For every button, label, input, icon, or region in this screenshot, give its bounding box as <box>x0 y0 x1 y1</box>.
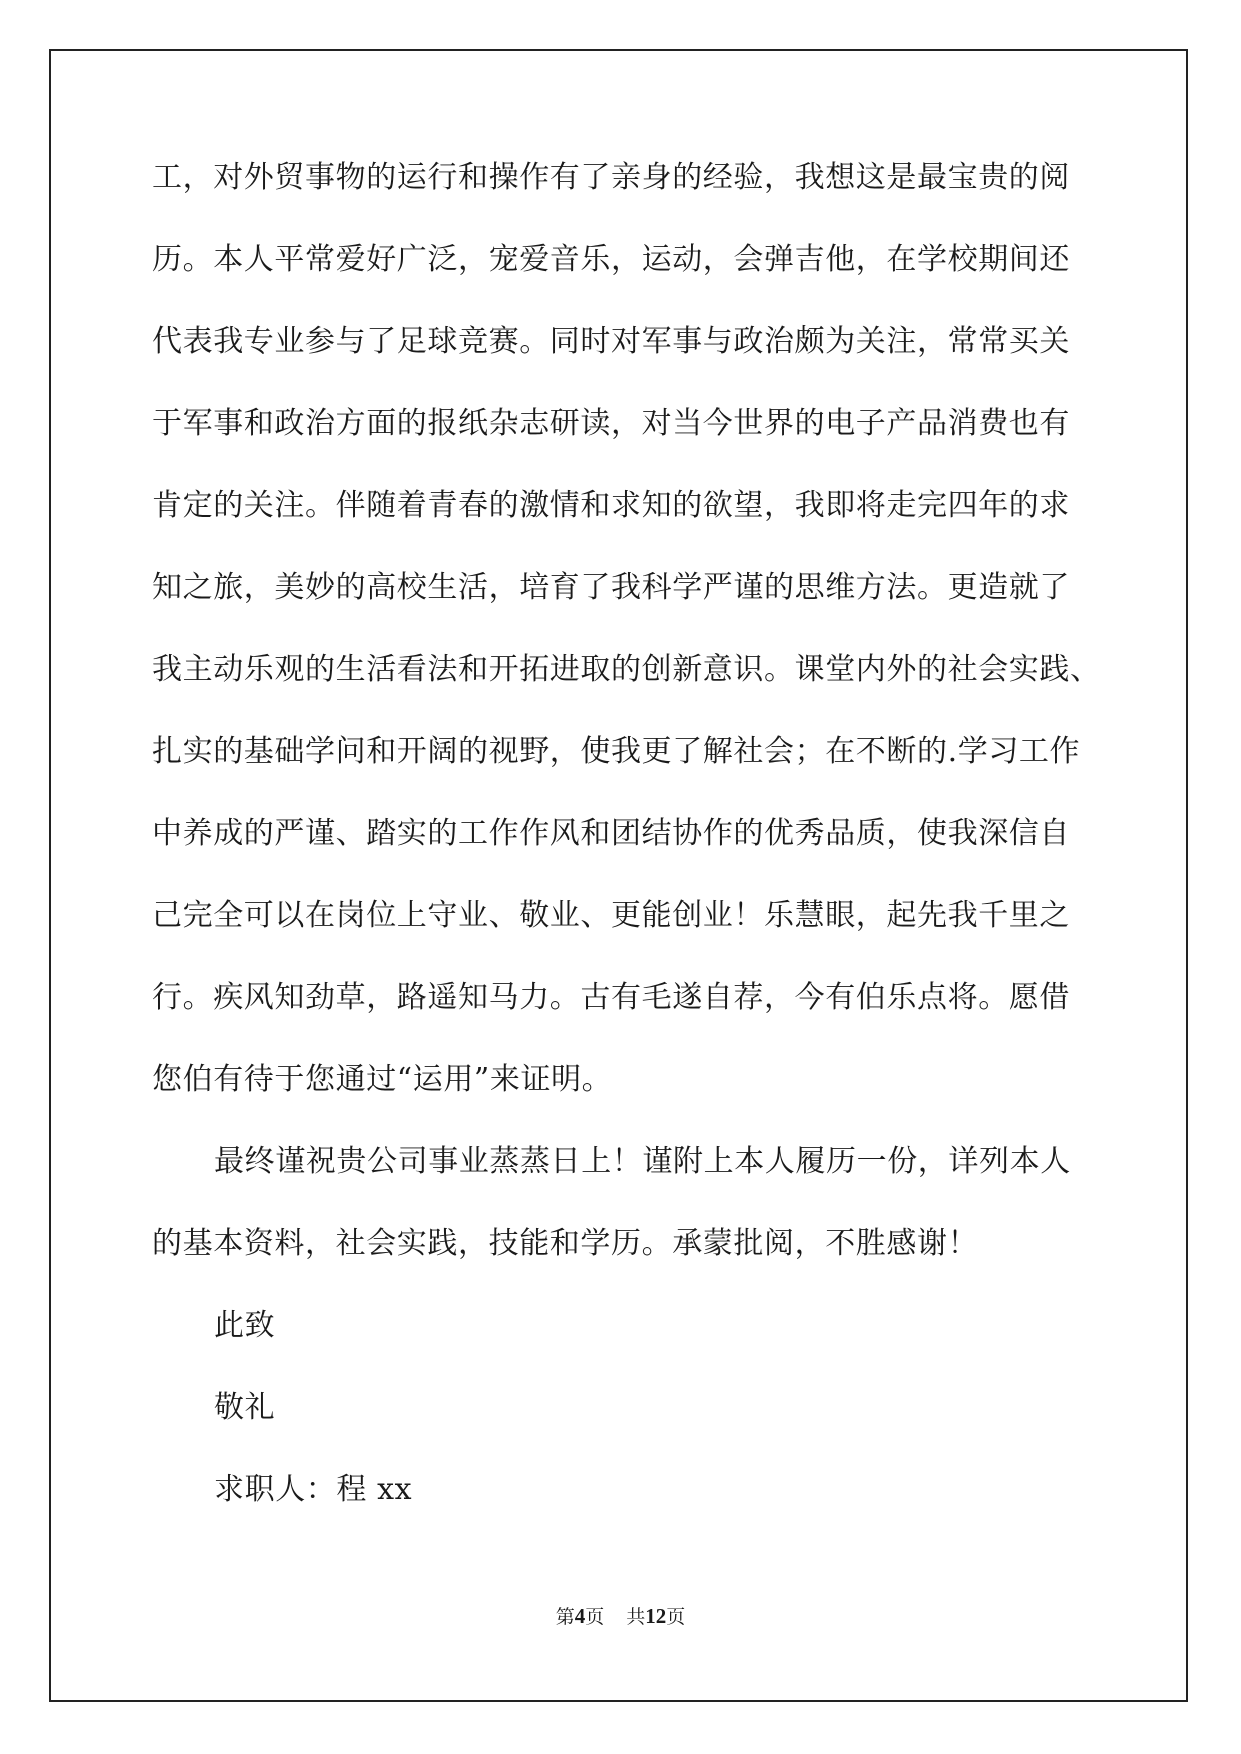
page-suffix: 页 <box>585 1606 605 1628</box>
text-line: 知之旅，美妙的高校生活，培育了我科学严谨的思维方法。更造就了 <box>152 570 1070 605</box>
letter-body <box>152 158 1101 1552</box>
text-line: 于军事和政治方面的报纸杂志研读，对当今世界的电子产品消费也有 <box>152 406 1070 441</box>
salutation: 此致 <box>214 1308 276 1343</box>
closing-line: 的基本资料，社会实践，技能和学历。承蒙批阅，不胜感谢！ <box>152 1226 979 1261</box>
text-line: 中养成的严谨、踏实的工作作风和团结协作的优秀品质，使我深信自 <box>152 816 1070 851</box>
text-line: 行。疾风知劲草，路遥知马力。古有毛遂自荐，今有伯乐点将。愿借 <box>152 980 1070 1015</box>
text-line: 代表我专业参与了足球竞赛。同时对军事与政治颇为关注，常常买关 <box>152 324 1070 359</box>
text-line: 扎实的基础学问和开阔的视野，使我更了解社会；在不断的.学习工作 <box>152 734 1081 769</box>
total-suffix: 页 <box>666 1606 686 1628</box>
text-line: 己完全可以在岗位上守业、敬业、更能创业！乐慧眼，起先我千里之 <box>152 898 1070 933</box>
text-line: 历。本人平常爱好广泛，宠爱音乐，运动，会弹吉他，在学校期间还 <box>152 242 1070 277</box>
closing-line: 最终谨祝贵公司事业蒸蒸日上！谨附上本人履历一份，详列本人 <box>214 1144 1071 1179</box>
page-prefix: 第 <box>555 1606 575 1628</box>
page-footer <box>0 1604 1241 1629</box>
regards: 敬礼 <box>214 1390 276 1425</box>
signature: 求职人：程 xx <box>214 1472 413 1507</box>
text-line: 工，对外贸事物的运行和操作有了亲身的经验，我想这是最宝贵的阅 <box>152 160 1070 195</box>
total-prefix: 共 <box>626 1606 646 1628</box>
page-number: 4 <box>574 1604 586 1628</box>
text-line: 肯定的关注。伴随着青春的激情和求知的欲望，我即将走完四年的求 <box>152 488 1070 523</box>
text-line: 您伯有待于您通过“运用”来证明。 <box>152 1062 613 1097</box>
total-pages: 12 <box>645 1604 667 1628</box>
text-line: 我主动乐观的生活看法和开拓进取的创新意识。课堂内外的社会实践、 <box>152 652 1101 687</box>
